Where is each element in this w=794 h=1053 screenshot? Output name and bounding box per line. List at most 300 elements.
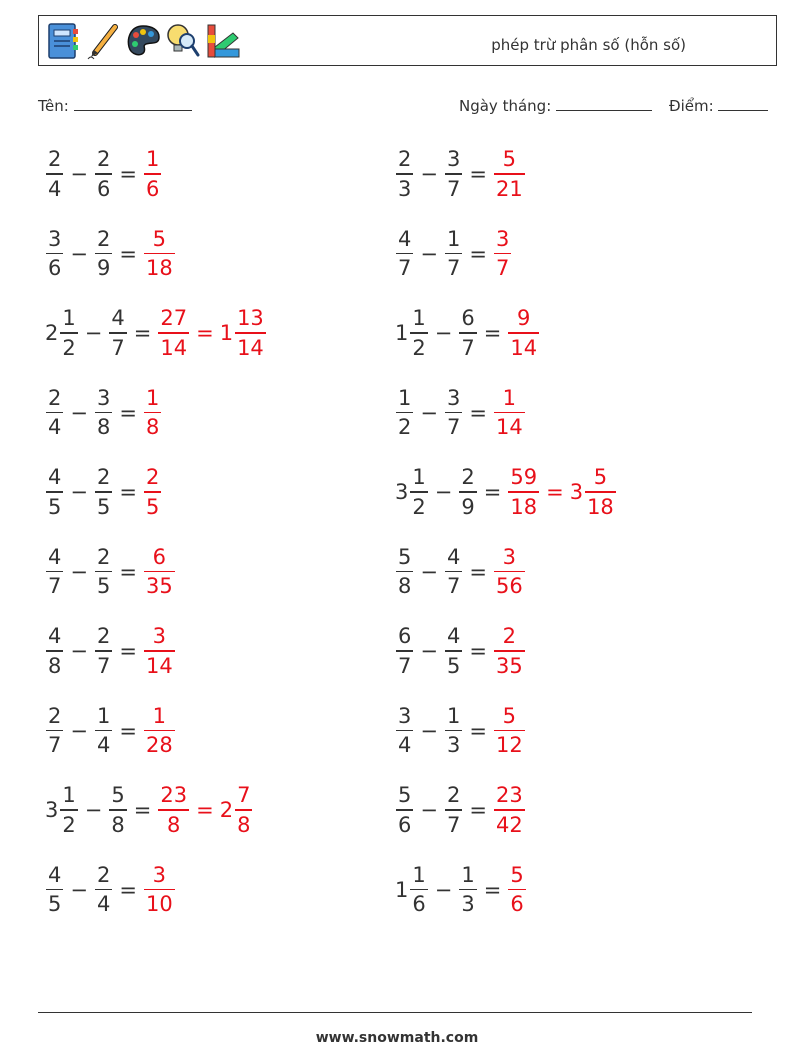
minus-sign: −	[70, 400, 88, 425]
whole-part: 1	[219, 321, 234, 345]
fraction-bar	[494, 253, 511, 255]
fraction	[158, 306, 189, 360]
lightbulb-magnifier-icon	[165, 21, 201, 61]
denominator: 6	[412, 892, 426, 917]
mixed-number	[493, 783, 526, 837]
numerator: 27	[160, 306, 188, 331]
equals-sign: =	[469, 162, 487, 186]
fraction	[445, 704, 462, 758]
mixed-number	[507, 306, 540, 360]
problem-item	[395, 858, 527, 922]
mixed-number	[220, 306, 267, 360]
numerator: 4	[446, 544, 461, 569]
header-box	[38, 15, 777, 66]
numerator: 6	[152, 544, 167, 569]
problem-item	[45, 699, 176, 763]
fraction	[459, 863, 476, 917]
numerator: 3	[48, 226, 62, 251]
mixed-number	[220, 783, 254, 837]
fraction	[46, 624, 63, 678]
denominator: 14	[145, 653, 173, 678]
denominator: 8	[48, 653, 62, 678]
equals-sign: =	[469, 798, 487, 822]
fraction	[235, 783, 252, 837]
numerator: 4	[48, 624, 62, 649]
numerator: 4	[48, 544, 62, 569]
minus-sign: −	[420, 400, 438, 425]
numerator: 1	[96, 703, 111, 728]
minus-sign: −	[70, 559, 88, 584]
fraction	[144, 545, 175, 599]
fraction	[144, 624, 175, 678]
score-blank[interactable]	[718, 96, 768, 111]
fraction	[60, 306, 77, 360]
numerator: 3	[152, 862, 167, 887]
fraction	[95, 227, 112, 281]
mixed-number	[507, 465, 540, 519]
fraction	[95, 624, 112, 678]
mixed-number	[143, 147, 162, 201]
fraction-bar	[459, 889, 476, 891]
name-field	[38, 96, 192, 115]
mixed-number	[143, 863, 176, 917]
numerator: 3	[502, 544, 517, 569]
fraction-bar	[445, 809, 462, 811]
score-field	[669, 96, 768, 115]
fraction-bar	[46, 253, 63, 255]
mixed-number	[395, 624, 414, 678]
fraction	[410, 863, 427, 917]
fraction	[95, 863, 112, 917]
numerator: 3	[96, 385, 111, 410]
fraction	[410, 465, 427, 519]
denominator: 8	[96, 415, 111, 440]
fraction-bar	[445, 173, 462, 175]
denominator: 28	[145, 733, 173, 758]
fraction	[144, 863, 175, 917]
fraction	[109, 783, 126, 837]
numerator: 5	[398, 783, 412, 808]
denominator: 4	[398, 733, 412, 758]
numerator: 2	[48, 385, 62, 410]
numerator: 5	[593, 465, 608, 490]
mixed-number	[493, 147, 526, 201]
fraction	[508, 863, 525, 917]
equals-sign: =	[469, 639, 487, 663]
date-blank[interactable]	[556, 96, 652, 111]
denominator: 7	[48, 574, 62, 599]
fraction-bar	[585, 491, 616, 493]
mixed-number	[108, 783, 127, 837]
mixed-number	[94, 465, 113, 519]
name-label: Tên:	[38, 97, 69, 115]
denominator: 8	[167, 812, 181, 837]
mixed-number	[143, 624, 176, 678]
mixed-number	[45, 386, 64, 440]
numerator: 3	[446, 147, 461, 172]
mixed-number	[45, 147, 64, 201]
denominator: 7	[96, 653, 111, 678]
fraction	[494, 783, 525, 837]
fraction-bar	[95, 491, 112, 493]
fraction-bar	[508, 889, 525, 891]
numerator: 7	[237, 783, 251, 808]
equals-sign: =	[469, 400, 487, 425]
numerator: 1	[446, 226, 461, 251]
problem-item	[45, 778, 253, 842]
fraction-bar	[144, 571, 175, 573]
minus-sign: −	[420, 639, 438, 663]
numerator: 2	[145, 465, 160, 490]
denominator: 56	[495, 574, 523, 599]
problem-item	[45, 381, 162, 445]
mixed-number	[395, 704, 414, 758]
problem-item	[45, 301, 267, 365]
fraction-bar	[235, 809, 252, 811]
numerator: 5	[111, 783, 125, 808]
fraction-bar	[95, 571, 112, 573]
name-blank[interactable]	[74, 96, 192, 111]
minus-sign: −	[70, 480, 88, 504]
fraction	[410, 306, 427, 360]
denominator: 2	[398, 415, 412, 440]
equals-sign: =	[119, 400, 137, 425]
numerator: 2	[502, 624, 517, 649]
fraction	[144, 704, 175, 758]
mixed-number	[444, 147, 463, 201]
mixed-number	[395, 147, 414, 201]
mixed-number	[94, 704, 113, 758]
fraction-bar	[445, 650, 462, 652]
numerator: 1	[398, 385, 412, 410]
denominator: 7	[48, 733, 62, 758]
minus-sign: −	[420, 241, 438, 266]
fraction-bar	[95, 889, 112, 891]
problem-item	[395, 460, 617, 524]
fraction-bar	[494, 650, 525, 652]
fraction	[445, 147, 462, 201]
numerator: 1	[62, 306, 76, 331]
mixed-number	[45, 624, 64, 678]
date-label: Ngày tháng:	[459, 97, 552, 115]
numerator: 2	[96, 147, 111, 172]
minus-sign: −	[70, 877, 88, 902]
numerator: 2	[96, 862, 111, 887]
mixed-number	[507, 863, 526, 917]
denominator: 2	[62, 335, 76, 360]
denominator: 10	[145, 892, 173, 917]
fraction-bar	[144, 173, 161, 175]
denominator: 8	[398, 574, 412, 599]
numerator: 1	[145, 147, 160, 172]
fraction	[46, 465, 63, 519]
denominator: 5	[446, 653, 461, 678]
numerator: 3	[495, 226, 510, 251]
denominator: 6	[96, 176, 111, 201]
denominator: 14	[160, 335, 188, 360]
equals-sign: =	[469, 718, 487, 743]
mixed-number	[94, 624, 113, 678]
fraction-bar	[144, 253, 175, 255]
numerator: 2	[96, 226, 111, 251]
numerator: 4	[111, 306, 125, 331]
denominator: 8	[111, 812, 125, 837]
problem-item	[395, 222, 512, 286]
numerator: 9	[517, 306, 531, 331]
numerator: 59	[510, 465, 538, 490]
numerator: 1	[461, 862, 475, 887]
numerator: 2	[48, 703, 62, 728]
fraction	[95, 545, 112, 599]
denominator: 18	[510, 494, 538, 519]
problem-item	[45, 142, 162, 206]
problem-item	[395, 778, 526, 842]
numerator: 5	[398, 544, 412, 569]
denominator: 7	[446, 812, 461, 837]
denominator: 6	[510, 892, 524, 917]
mixed-number	[45, 545, 64, 599]
fraction	[144, 227, 175, 281]
whole-part: 1	[395, 321, 409, 345]
fraction	[508, 306, 539, 360]
equals-sign: =	[119, 639, 137, 663]
fraction	[396, 704, 413, 758]
denominator: 2	[412, 494, 426, 519]
fraction-bar	[410, 889, 427, 891]
fraction-bar	[144, 730, 175, 732]
fraction	[396, 624, 413, 678]
numerator: 2	[96, 624, 111, 649]
denominator: 21	[495, 176, 523, 201]
fraction	[494, 545, 525, 599]
problem-item	[45, 858, 176, 922]
fraction	[494, 624, 525, 678]
denominator: 6	[145, 176, 160, 201]
fraction	[95, 704, 112, 758]
fraction-bar	[46, 889, 63, 891]
mixed-number	[45, 783, 79, 837]
problem-item	[395, 381, 526, 445]
fraction	[396, 545, 413, 599]
fraction	[95, 465, 112, 519]
fraction-bar	[508, 491, 539, 493]
mixed-number	[395, 863, 429, 917]
fraction-bar	[144, 889, 175, 891]
fraction	[144, 465, 161, 519]
mixed-number	[493, 704, 526, 758]
equals-sign: =	[469, 241, 487, 266]
fraction	[445, 783, 462, 837]
denominator: 6	[398, 812, 412, 837]
fraction	[158, 783, 189, 837]
problem-item	[395, 540, 526, 604]
fraction-bar	[396, 809, 413, 811]
numerator: 4	[398, 226, 412, 251]
color-swatches-icon	[205, 21, 241, 61]
fraction-bar	[445, 412, 462, 414]
mixed-number	[493, 545, 526, 599]
whole-part: 3	[45, 798, 59, 822]
fraction	[494, 704, 525, 758]
notebook-icon	[45, 21, 81, 61]
minus-sign: −	[70, 718, 88, 743]
fraction	[46, 545, 63, 599]
fraction-bar	[396, 571, 413, 573]
fraction	[46, 227, 63, 281]
mixed-number	[45, 465, 64, 519]
fraction-bar	[494, 730, 525, 732]
numerator: 6	[461, 306, 475, 331]
denominator: 18	[587, 494, 614, 519]
denominator: 9	[461, 494, 475, 519]
denominator: 7	[446, 176, 461, 201]
problem-item	[45, 222, 176, 286]
mixed-number	[458, 465, 477, 519]
equals-sign: =	[483, 480, 502, 504]
mixed-number	[45, 704, 64, 758]
fraction	[396, 386, 413, 440]
fraction-bar	[109, 332, 126, 334]
fraction-bar	[46, 571, 63, 573]
minus-sign: −	[84, 321, 103, 345]
mixed-number	[395, 465, 429, 519]
fraction-bar	[46, 730, 63, 732]
footer-website: www.snowmath.com	[315, 1030, 479, 1046]
denominator: 7	[398, 653, 412, 678]
mixed-number	[157, 306, 190, 360]
mixed-number	[143, 465, 162, 519]
equals-sign: =	[483, 877, 502, 902]
mixed-number	[444, 624, 463, 678]
mixed-number	[143, 227, 176, 281]
fraction-bar	[46, 491, 63, 493]
minus-sign: −	[420, 162, 438, 186]
fraction	[585, 465, 616, 519]
mixed-number	[444, 783, 463, 837]
fraction	[494, 147, 525, 201]
mixed-number	[45, 306, 79, 360]
equals-sign: =	[119, 162, 137, 186]
denominator: 7	[398, 256, 412, 281]
denominator: 5	[96, 494, 111, 519]
denominator: 14	[237, 335, 264, 360]
mixed-number	[143, 704, 176, 758]
denominator: 5	[145, 494, 160, 519]
fraction-bar	[95, 412, 112, 414]
denominator: 7	[495, 256, 510, 281]
problem-item	[45, 619, 176, 683]
denominator: 35	[495, 653, 523, 678]
minus-sign: −	[70, 162, 88, 186]
fraction-bar	[109, 809, 126, 811]
denominator: 3	[461, 892, 475, 917]
palette-icon	[125, 21, 161, 61]
fraction	[144, 386, 161, 440]
fraction-bar	[396, 173, 413, 175]
fraction	[508, 465, 539, 519]
denominator: 3	[398, 176, 412, 201]
denominator: 7	[111, 335, 125, 360]
denominator: 3	[446, 733, 461, 758]
fraction	[445, 386, 462, 440]
mixed-number	[458, 863, 477, 917]
numerator: 2	[96, 544, 111, 569]
fraction	[144, 147, 161, 201]
mixed-number	[570, 465, 617, 519]
denominator: 7	[446, 415, 461, 440]
denominator: 7	[461, 335, 475, 360]
numerator: 1	[145, 385, 160, 410]
equals-sign: =	[119, 718, 137, 743]
mixed-number	[94, 863, 113, 917]
mixed-number	[395, 306, 429, 360]
pencil-icon	[85, 21, 121, 61]
mixed-number	[108, 306, 127, 360]
numerator: 4	[446, 624, 461, 649]
whole-part: 3	[569, 480, 584, 504]
equals-sign: =	[483, 321, 502, 345]
fraction-bar	[396, 650, 413, 652]
numerator: 4	[48, 465, 62, 490]
numerator: 5	[510, 862, 524, 887]
footer-divider	[38, 1012, 752, 1013]
fraction-bar	[60, 809, 77, 811]
mixed-number	[444, 704, 463, 758]
mixed-number	[94, 386, 113, 440]
whole-part: 2	[219, 798, 234, 822]
equals-sign: =	[196, 798, 214, 822]
denominator: 6	[48, 256, 62, 281]
mixed-number	[395, 783, 414, 837]
numerator: 3	[398, 703, 412, 728]
whole-part: 3	[395, 480, 409, 504]
fraction-bar	[410, 332, 427, 334]
mixed-number	[157, 783, 190, 837]
fraction	[494, 227, 511, 281]
fraction	[46, 147, 63, 201]
numerator: 1	[502, 385, 517, 410]
equals-sign: =	[469, 559, 487, 584]
problem-item	[395, 142, 526, 206]
fraction-bar	[144, 650, 175, 652]
minus-sign: −	[434, 877, 453, 902]
fraction-bar	[410, 491, 427, 493]
fraction-bar	[494, 412, 525, 414]
numerator: 1	[412, 465, 426, 490]
mixed-number	[493, 624, 526, 678]
equals-sign: =	[119, 877, 137, 902]
equals-sign: =	[119, 241, 137, 266]
denominator: 8	[237, 812, 251, 837]
numerator: 6	[398, 624, 412, 649]
denominator: 8	[145, 415, 160, 440]
fraction-bar	[445, 730, 462, 732]
denominator: 7	[446, 574, 461, 599]
fraction-bar	[60, 332, 77, 334]
fraction-bar	[508, 332, 539, 334]
fraction-bar	[494, 571, 525, 573]
denominator: 12	[495, 733, 523, 758]
mixed-number	[94, 545, 113, 599]
fraction-bar	[95, 253, 112, 255]
numerator: 2	[48, 147, 62, 172]
fraction	[46, 704, 63, 758]
numerator: 13	[237, 306, 264, 331]
fraction	[60, 783, 77, 837]
mixed-number	[143, 386, 162, 440]
minus-sign: −	[420, 718, 438, 743]
fraction-bar	[46, 173, 63, 175]
